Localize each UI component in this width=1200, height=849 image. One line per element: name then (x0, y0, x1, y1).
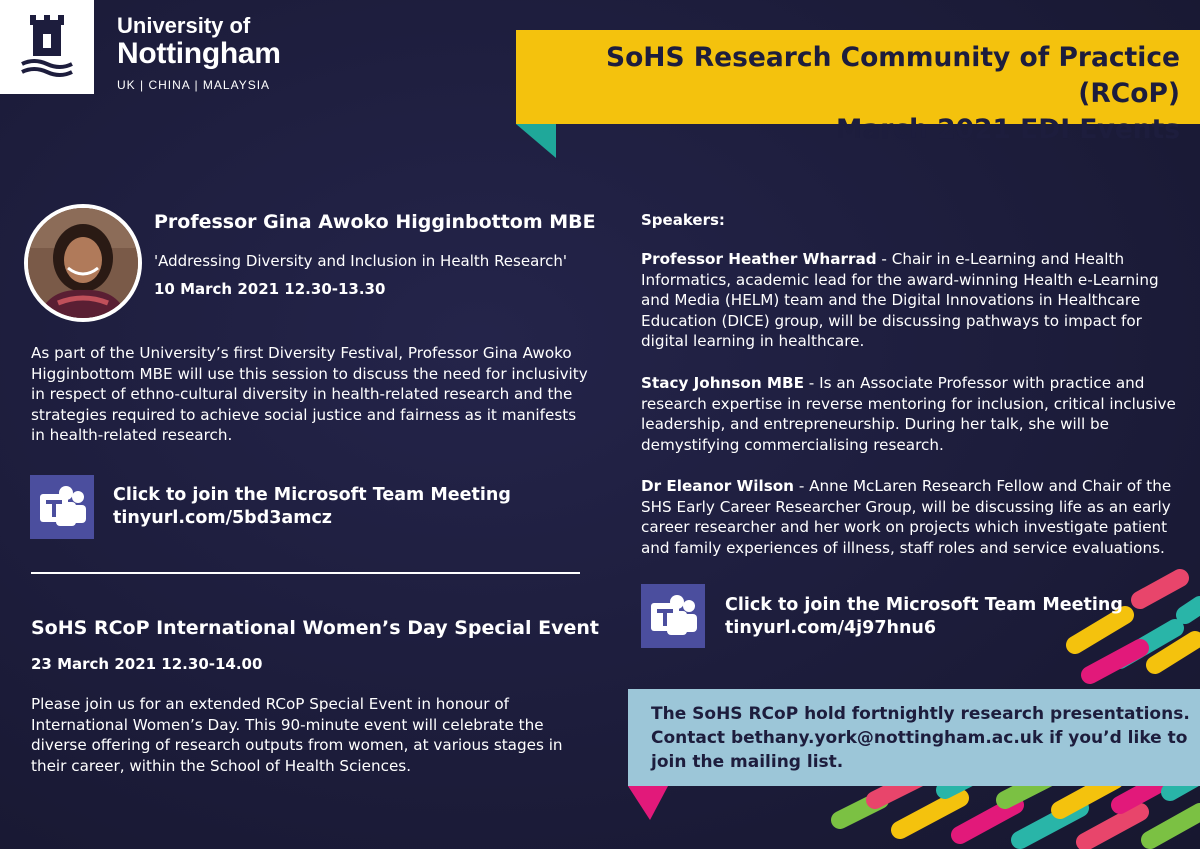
speaker-name: Dr Eleanor Wilson (641, 477, 794, 495)
contact-text: The SoHS RCoP hold fortnightly research presentations. Contact bethany.york@nottingham.ac.uk if you’d like to join the mailing list. (651, 704, 1190, 772)
speaker-entry (641, 373, 1186, 455)
logo-line-1: University of (117, 13, 251, 38)
join-label[interactable]: Click to join the Microsoft Team Meeting (113, 485, 511, 505)
event2-date: 23 March 2021 12.30-14.00 (31, 655, 263, 673)
banner-title (516, 40, 1180, 148)
event2-title: SoHS RCoP International Women’s Day Special Event (31, 617, 599, 639)
logo-campuses: UK | CHINA | MALAYSIA (117, 78, 271, 92)
speaker-bio: - Anne McLaren Research Fellow and Chair of the SHS Early Career Researcher Group, will be discussing life as an early career researcher and her work on projects which investigate patient and family experiences of illness, staff roles and service evaluations. (641, 477, 1172, 557)
speaker-name: Professor Heather Wharrad (641, 250, 877, 268)
speaker-photo-avatar (24, 204, 142, 322)
speaker-name: Stacy Johnson MBE (641, 374, 804, 392)
event1-description: As part of the University’s first Diversity Festival, Professor Gina Awoko Higginbottom MBE will use this session to discuss the need for inclusivity in respect of ethno-cultural diversity in health-related research and the strategies required to achieve social justice and fairness as it manifests in health-related research. (31, 344, 588, 444)
speakers-heading: Speakers: (641, 211, 725, 229)
teams-icon[interactable] (641, 584, 705, 648)
join-url[interactable]: tinyurl.com/5bd3amcz (113, 508, 332, 528)
contact-box (628, 689, 1200, 786)
speaker-entry (641, 249, 1186, 352)
university-wordmark (117, 14, 281, 92)
talk-title: 'Addressing Diversity and Inclusion in Health Research' (154, 252, 567, 270)
speaker-name-heading: Professor Gina Awoko Higginbottom MBE (154, 211, 596, 233)
banner-title-line-2: March 2021 EDI Events (836, 114, 1180, 145)
banner-title-line-1: SoHS Research Community of Practice (RCoP) (606, 42, 1180, 109)
talk-date: 10 March 2021 12.30-13.30 (154, 280, 386, 298)
teal-corner-triangle (516, 124, 556, 158)
speaker-bio: - Is an Associate Professor with practice and research expertise in reverse mentoring for inclusion, critical inclusive leadership, and entrepreneurship. During her talk, she will be demystifying commercialising research. (641, 374, 1176, 454)
teams-meeting-link-2[interactable] (725, 594, 1123, 640)
title-banner (516, 30, 1200, 145)
logo-line-2: Nottingham (117, 37, 281, 70)
university-crest-logo (0, 0, 94, 94)
teams-icon[interactable] (30, 475, 94, 539)
teams-meeting-link-1[interactable] (113, 484, 511, 530)
section-divider (31, 572, 580, 574)
join-url[interactable]: tinyurl.com/4j97hnu6 (725, 618, 937, 638)
speaker-bio: - Chair in e-Learning and Health Informatics, academic lead for the award-winning Health e-Learning and Media (HELM) team and the Digital Innovations in Healthcare Education (DICE) group, will be discussing pathways to impact for digital learning in healthcare. (641, 250, 1159, 350)
speaker-entry (641, 476, 1186, 558)
event2-description: Please join us for an extended RCoP Special Event in honour of International Women’s Day. This 90-minute event will celebrate the diverse offering of research outputs from women, at various stages in their career, within the School of Health Sciences. (31, 695, 563, 775)
join-label[interactable]: Click to join the Microsoft Team Meeting (725, 595, 1123, 615)
